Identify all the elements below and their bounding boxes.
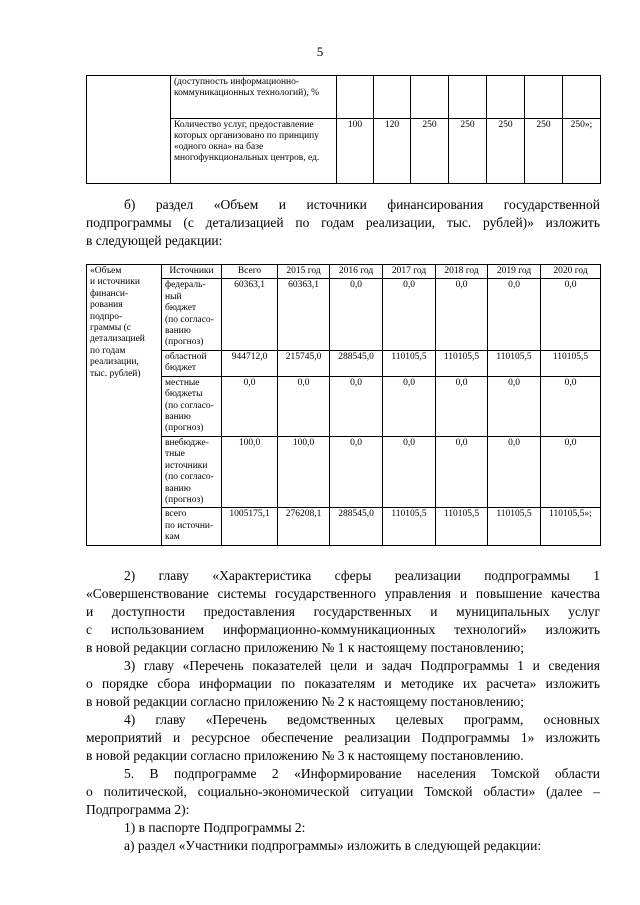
table-row: [87, 436, 601, 507]
value-cell: 0,0: [436, 376, 488, 436]
indicator-name: Количество услуг, предоставление которых организовано по принципу «одного окна» на базе многофункциональных центров, ед.: [171, 119, 337, 184]
value-cell: 60363,1: [278, 279, 330, 350]
value-cell: 60363,1: [222, 279, 278, 350]
value-cell: 944712,0: [222, 350, 278, 376]
value-cell: 288545,0: [330, 350, 383, 376]
value-cell: 0,0: [488, 436, 541, 507]
value-cell: 100,0: [278, 436, 330, 507]
value-cell: 110105,5: [436, 508, 488, 545]
indicator-value: 250: [525, 119, 563, 184]
value-cell: 1005175,1: [222, 508, 278, 545]
value-cell: 0,0: [541, 436, 601, 507]
column-header: 2017 год: [383, 265, 436, 279]
paragraph-b-line-3: в следующей редакции:: [86, 233, 223, 248]
column-header: 2015 год: [278, 265, 330, 279]
value-cell: 0,0: [330, 376, 383, 436]
indicator-value: 250»;: [563, 119, 601, 184]
paragraph-2-line: с использованием информационно-коммуникационных технологий» изложить: [86, 622, 600, 637]
page-number: 5: [316, 44, 324, 59]
value-cell: 0,0: [383, 376, 436, 436]
table-row: [87, 376, 601, 436]
value-cell: 0,0: [330, 279, 383, 350]
paragraph-b-line-1: б) раздел «Объем и источники финансирования государственной: [124, 197, 600, 212]
table-header-row: [87, 265, 601, 279]
source-cell: федераль- ный бюджет (по согласо- ванию (прогноз): [162, 279, 222, 350]
value-cell: 0,0: [436, 279, 488, 350]
source-cell: местные бюджеты (по согласо- ванию (прогноз): [162, 376, 222, 436]
value-cell: 0,0: [383, 436, 436, 507]
paragraph-5-line: о политической, социально-экономической ситуации Томской области» (далее –: [86, 784, 600, 799]
paragraph-3-line: о порядке сбора информации по показателям и методике их расчета» изложить: [86, 676, 600, 691]
value-cell: 0,0: [278, 376, 330, 436]
column-header: Источники: [162, 265, 222, 279]
value-cell: 110105,5: [383, 508, 436, 545]
value-cell: 215745,0: [278, 350, 330, 376]
paragraph-participants: а) раздел «Участники подпрограммы» изложить в следующей редакции:: [124, 838, 542, 853]
paragraph-2-line: 2) главу «Характеристика сферы реализации подпрограммы 1: [124, 568, 600, 583]
paragraph-passport: 1) в паспорте Подпрограммы 2:: [124, 820, 306, 835]
source-cell: всего по источни- кам: [162, 508, 222, 545]
value-cell: 276208,1: [278, 508, 330, 545]
indicator-value: 250: [449, 119, 487, 184]
value-cell: 110105,5: [541, 350, 601, 376]
funding-label-cell: «Объем и источники финанси- рования подпро- граммы (с детализацией по годам реализации, тыс. рублей): [87, 265, 162, 546]
column-header: 2019 год: [488, 265, 541, 279]
table-row: [87, 76, 601, 119]
indicator-value: 120: [374, 119, 411, 184]
table-row: [87, 508, 601, 545]
paragraph-5-line: Подпрограмма 2):: [86, 802, 190, 817]
value-cell: 0,0: [488, 376, 541, 436]
value-cell: 0,0: [488, 279, 541, 350]
source-cell: областной бюджет: [162, 350, 222, 376]
table-row: [87, 350, 601, 376]
column-header: Всего: [222, 265, 278, 279]
source-cell: внебюдже- тные источники (по согласо- ванию (прогноз): [162, 436, 222, 507]
value-cell: 110105,5: [436, 350, 488, 376]
paragraph-b-line-2: подпрограммы (с детализацией по годам реализации, тыс. рублей)» изложить: [86, 215, 600, 230]
value-cell: 110105,5: [383, 350, 436, 376]
paragraph-2-line: в новой редакции согласно приложению № 1 к настоящему постановлению;: [86, 640, 524, 655]
paragraph-3-line: 3) главу «Перечень показателей цели и задач Подпрограммы 1 и сведения: [124, 658, 600, 673]
paragraph-4-line: 4) главу «Перечень ведомственных целевых программ, основных: [124, 712, 600, 727]
value-cell: 110105,5: [488, 508, 541, 545]
value-cell: 0,0: [222, 376, 278, 436]
value-cell: 100,0: [222, 436, 278, 507]
indicators-table-continuation: [86, 75, 601, 184]
indicator-value: 100: [337, 119, 374, 184]
paragraph-4-line: в новой редакции согласно приложению № 3 к настоящему постановлению.: [86, 748, 524, 763]
column-header: 2018 год: [436, 265, 488, 279]
funding-table: [86, 264, 601, 546]
value-cell: 0,0: [330, 436, 383, 507]
paragraph-2-line: «Совершенствование системы государственного управления и повышение качества: [86, 586, 600, 601]
paragraph-2-line: и доступности предоставления государственных и муниципальных услуг: [86, 604, 600, 619]
indicator-name: (доступность информационно-коммуникационных технологий), %: [171, 76, 337, 119]
value-cell: 110105,5: [488, 350, 541, 376]
value-cell: 0,0: [383, 279, 436, 350]
paragraph-5-line: 5. В подпрограмме 2 «Информирование населения Томской области: [124, 766, 600, 781]
indicator-value: 250: [411, 119, 449, 184]
table-row: [87, 279, 601, 350]
paragraph-4-line: мероприятий и ресурсное обеспечение реализации Подпрограммы 1» изложить: [86, 730, 600, 745]
value-cell: 0,0: [541, 376, 601, 436]
indicator-value: 250: [487, 119, 525, 184]
value-cell: 0,0: [541, 279, 601, 350]
value-cell: 288545,0: [330, 508, 383, 545]
value-cell: 0,0: [436, 436, 488, 507]
value-cell: 110105,5»;: [541, 508, 601, 545]
column-header: 2020 год: [541, 265, 601, 279]
column-header: 2016 год: [330, 265, 383, 279]
paragraph-3-line: в новой редакции согласно приложению № 2 к настоящему постановлению;: [86, 694, 524, 709]
